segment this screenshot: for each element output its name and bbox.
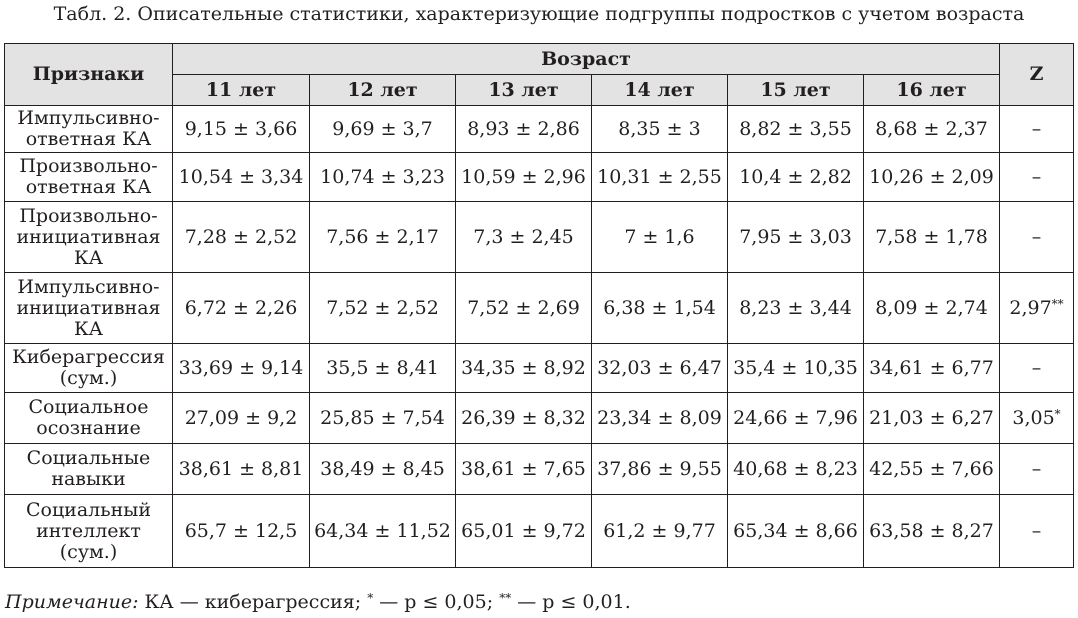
z-value: 3,05 — [1012, 406, 1055, 429]
stat-cell: 34,35 ± 8,92 — [456, 344, 592, 393]
row-label-line: Кибeрагрессия — [12, 346, 165, 368]
z-value: – — [1031, 117, 1042, 140]
table-row — [5, 344, 1074, 393]
z-value: – — [1031, 519, 1042, 542]
stat-cell: 9,15 ± 3,66 — [173, 106, 310, 153]
stat-cell: 23,34 ± 8,09 — [592, 393, 728, 444]
stat-cell: 33,69 ± 9,14 — [173, 344, 310, 393]
stat-cell: 65,7 ± 12,5 — [173, 495, 310, 568]
stat-cell: 35,4 ± 10,35 — [728, 344, 864, 393]
stat-cell: 7 ± 1,6 — [592, 202, 728, 273]
table-body — [5, 106, 1074, 568]
stat-cell: 7,52 ± 2,69 — [456, 273, 592, 344]
z-cell — [1000, 202, 1074, 273]
row-label-line: Социальные — [26, 447, 151, 469]
z-value: 2,97 — [1009, 296, 1052, 319]
significance-marker: ** — [1051, 296, 1064, 311]
stat-cell: 24,66 ± 7,96 — [728, 393, 864, 444]
z-cell — [1000, 344, 1074, 393]
stat-cell: 10,54 ± 3,34 — [173, 153, 310, 202]
row-label-line: Социальный — [25, 498, 152, 521]
stat-cell: 61,2 ± 9,77 — [592, 495, 728, 568]
age-header: 11 лет — [173, 75, 310, 106]
stat-cell: 8,82 ± 3,55 — [728, 106, 864, 153]
row-label-line: Произвольно- — [19, 204, 158, 227]
row-label-line: интеллект — [36, 519, 141, 542]
stat-cell: 8,68 ± 2,37 — [864, 106, 1000, 153]
table-row — [5, 393, 1074, 444]
row-label-line: инициативная — [16, 225, 161, 248]
stat-cell: 40,68 ± 8,23 — [728, 444, 864, 495]
table-row — [5, 273, 1074, 344]
z-value: – — [1031, 457, 1042, 480]
row-label — [5, 495, 173, 568]
stat-cell: 65,34 ± 8,66 — [728, 495, 864, 568]
z-cell — [1000, 444, 1074, 495]
stat-cell: 7,52 ± 2,52 — [310, 273, 456, 344]
table-row — [5, 444, 1074, 495]
row-label-line: ответная КА — [25, 176, 152, 198]
stat-cell: 26,39 ± 8,32 — [456, 393, 592, 444]
age-header: 12 лет — [310, 75, 456, 106]
row-label-line: (сум.) — [59, 367, 118, 389]
statistics-table — [4, 43, 1074, 568]
age-header: 13 лет — [456, 75, 592, 106]
stat-cell: 10,59 ± 2,96 — [456, 153, 592, 202]
table-row — [5, 153, 1074, 202]
stat-cell: 6,72 ± 2,26 — [173, 273, 310, 344]
stat-cell: 6,38 ± 1,54 — [592, 273, 728, 344]
table-note — [5, 591, 631, 613]
stat-cell: 64,34 ± 11,52 — [310, 495, 456, 568]
note-part: — p ≤ 0,01. — [511, 591, 631, 613]
stat-cell: 7,56 ± 2,17 — [310, 202, 456, 273]
row-label-line: Произвольно- — [19, 155, 158, 177]
table-row — [5, 202, 1074, 273]
row-label — [5, 344, 173, 393]
row-label-line: инициативная — [16, 296, 161, 319]
row-label-line: КА — [73, 317, 104, 340]
stat-cell: 35,5 ± 8,41 — [310, 344, 456, 393]
row-label — [5, 444, 173, 495]
stat-cell: 10,74 ± 3,23 — [310, 153, 456, 202]
stat-cell: 63,58 ± 8,27 — [864, 495, 1000, 568]
row-label-line: Импульсивно- — [17, 107, 160, 129]
feature-header: Признаки — [5, 44, 173, 106]
note-text — [139, 591, 631, 613]
table-row — [5, 106, 1074, 153]
stat-cell: 34,61 ± 6,77 — [864, 344, 1000, 393]
stat-cell: 7,58 ± 1,78 — [864, 202, 1000, 273]
stat-cell: 8,23 ± 3,44 — [728, 273, 864, 344]
z-value: – — [1031, 225, 1042, 248]
table-row — [5, 495, 1074, 568]
age-header: 15 лет — [728, 75, 864, 106]
z-cell — [1000, 106, 1074, 153]
stat-cell: 8,35 ± 3 — [592, 106, 728, 153]
row-label — [5, 106, 173, 153]
z-cell — [1000, 153, 1074, 202]
row-label — [5, 393, 173, 444]
z-cell — [1000, 393, 1074, 444]
stat-cell: 10,26 ± 2,09 — [864, 153, 1000, 202]
row-label-line: навыки — [51, 468, 126, 490]
stat-cell: 65,01 ± 9,72 — [456, 495, 592, 568]
stat-cell: 25,85 ± 7,54 — [310, 393, 456, 444]
stat-cell: 10,31 ± 2,55 — [592, 153, 728, 202]
note-part: — p ≤ 0,05; — [373, 591, 500, 613]
z-value: – — [1031, 356, 1042, 379]
row-label-line: осознание — [36, 417, 141, 439]
stat-cell: 38,61 ± 8,81 — [173, 444, 310, 495]
z-header: Z — [1000, 44, 1074, 106]
row-label-line: КА — [73, 246, 104, 269]
stat-cell: 10,4 ± 2,82 — [728, 153, 864, 202]
stat-cell: 42,55 ± 7,66 — [864, 444, 1000, 495]
note-marker: * — [367, 591, 374, 605]
stat-cell: 7,28 ± 2,52 — [173, 202, 310, 273]
stat-cell: 32,03 ± 6,47 — [592, 344, 728, 393]
stat-cell: 7,3 ± 2,45 — [456, 202, 592, 273]
stat-cell: 7,95 ± 3,03 — [728, 202, 864, 273]
note-part: КА — кибeрагрессия; — [138, 591, 368, 613]
row-label — [5, 153, 173, 202]
row-label-line: Импульсивно- — [17, 275, 160, 298]
age-header: 14 лет — [592, 75, 728, 106]
stat-cell: 38,49 ± 8,45 — [310, 444, 456, 495]
row-label-line: Социальное — [28, 396, 149, 418]
stat-cell: 8,09 ± 2,74 — [864, 273, 1000, 344]
table-caption: Табл. 2. Описательные статистики, характеризующие подгруппы подростков с учетом возраста — [53, 3, 1025, 25]
z-cell — [1000, 495, 1074, 568]
age-header: 16 лет — [864, 75, 1000, 106]
z-value: – — [1031, 165, 1042, 188]
row-label-line: (сум.) — [59, 540, 118, 563]
stat-cell: 9,69 ± 3,7 — [310, 106, 456, 153]
row-label — [5, 273, 173, 344]
note-label: Примечание: — [5, 591, 139, 613]
row-label-line: ответная КА — [25, 128, 152, 150]
row-label — [5, 202, 173, 273]
stat-cell: 27,09 ± 9,2 — [173, 393, 310, 444]
stat-cell: 8,93 ± 2,86 — [456, 106, 592, 153]
significance-marker: * — [1054, 406, 1061, 421]
stat-cell: 21,03 ± 6,27 — [864, 393, 1000, 444]
age-group-header: Возраст — [173, 44, 1000, 75]
note-marker: ** — [499, 591, 512, 605]
z-cell — [1000, 273, 1074, 344]
stat-cell: 38,61 ± 7,65 — [456, 444, 592, 495]
stat-cell: 37,86 ± 9,55 — [592, 444, 728, 495]
